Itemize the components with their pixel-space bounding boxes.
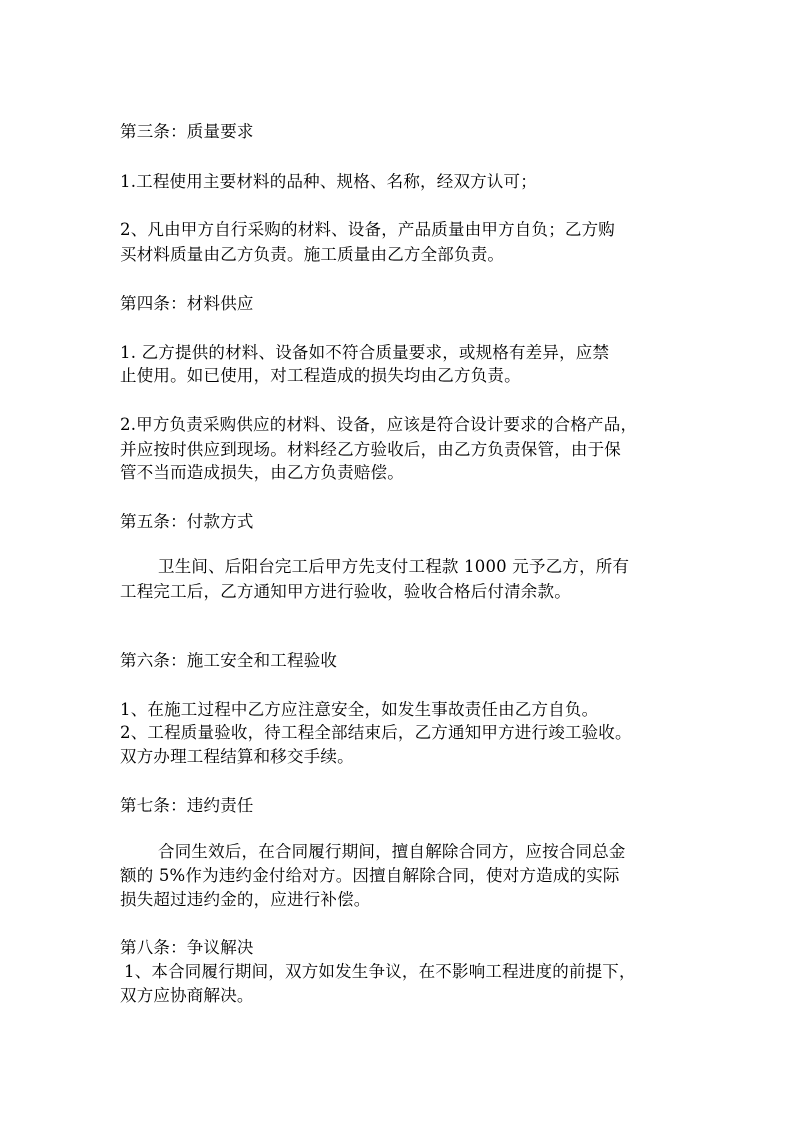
article-3-item-1: 1.工程使用主要材料的品种、规格、名称，经双方认可； <box>120 172 537 191</box>
article-3-item-2-line-2: 买材料质量由乙方负责。施工质量由乙方全部负责。 <box>120 245 505 264</box>
article-6-item-1: 1、在施工过程中乙方应注意安全，如发生事故责任由乙方自负。 <box>120 700 599 719</box>
article-6-heading: 第六条：施工安全和工程验收 <box>120 651 338 670</box>
article-4-item-2-line-2: 并应按时供应到现场。材料经乙方验收后，由乙方负责保管，由于保 <box>120 440 621 459</box>
article-4-item-2-line-1: 2.甲方负责采购供应的材料、设备，应该是符合设计要求的合格产品， <box>120 415 638 434</box>
article-3-heading: 第三条：质量要求 <box>120 122 254 141</box>
article-8-item-1-line-1: 1、本合同履行期间，双方如发生争议，在不影响工程进度的前提下， <box>124 962 636 981</box>
article-7-para-line-1: 合同生效后，在合同履行期间，擅自解除合同方，应按合同总金 <box>158 842 626 861</box>
article-7-para-line-3: 损失超过违约金的，应进行补偿。 <box>120 890 371 909</box>
article-8-heading: 第八条：争议解决 <box>120 938 254 957</box>
article-4-item-1-line-1: 1. 乙方提供的材料、设备如不符合质量要求，或规格有差异，应禁 <box>120 343 610 362</box>
article-5-para-line-2: 工程完工后，乙方通知甲方进行验收，验收合格后付清余款。 <box>120 582 571 601</box>
article-4-item-2-line-3: 管不当而造成损失，由乙方负责赔偿。 <box>120 463 404 482</box>
article-4-item-1-line-2: 止使用。如已使用，对工程造成的损失均由乙方负责。 <box>120 366 521 385</box>
article-6-item-2-line-2: 双方办理工程结算和移交手续。 <box>120 747 354 766</box>
article-6-item-2-line-1: 2、工程质量验收，待工程全部结束后，乙方通知甲方进行竣工验收。 <box>120 723 632 742</box>
article-8-item-1-line-2: 双方应协商解决。 <box>120 986 254 1005</box>
article-7-heading: 第七条：违约责任 <box>120 796 254 815</box>
article-7-para-line-2: 额的 5%作为违约金付给对方。因擅自解除合同，使对方造成的实际 <box>120 866 620 885</box>
article-5-heading: 第五条：付款方式 <box>120 512 254 531</box>
article-3-item-2-line-1: 2、凡由甲方自行采购的材料、设备，产品质量由甲方自负；乙方购 <box>120 220 615 239</box>
article-4-heading: 第四条：材料供应 <box>120 294 254 313</box>
article-5-para-line-1: 卫生间、后阳台完工后甲方先支付工程款 1000 元予乙方，所有 <box>158 557 630 576</box>
